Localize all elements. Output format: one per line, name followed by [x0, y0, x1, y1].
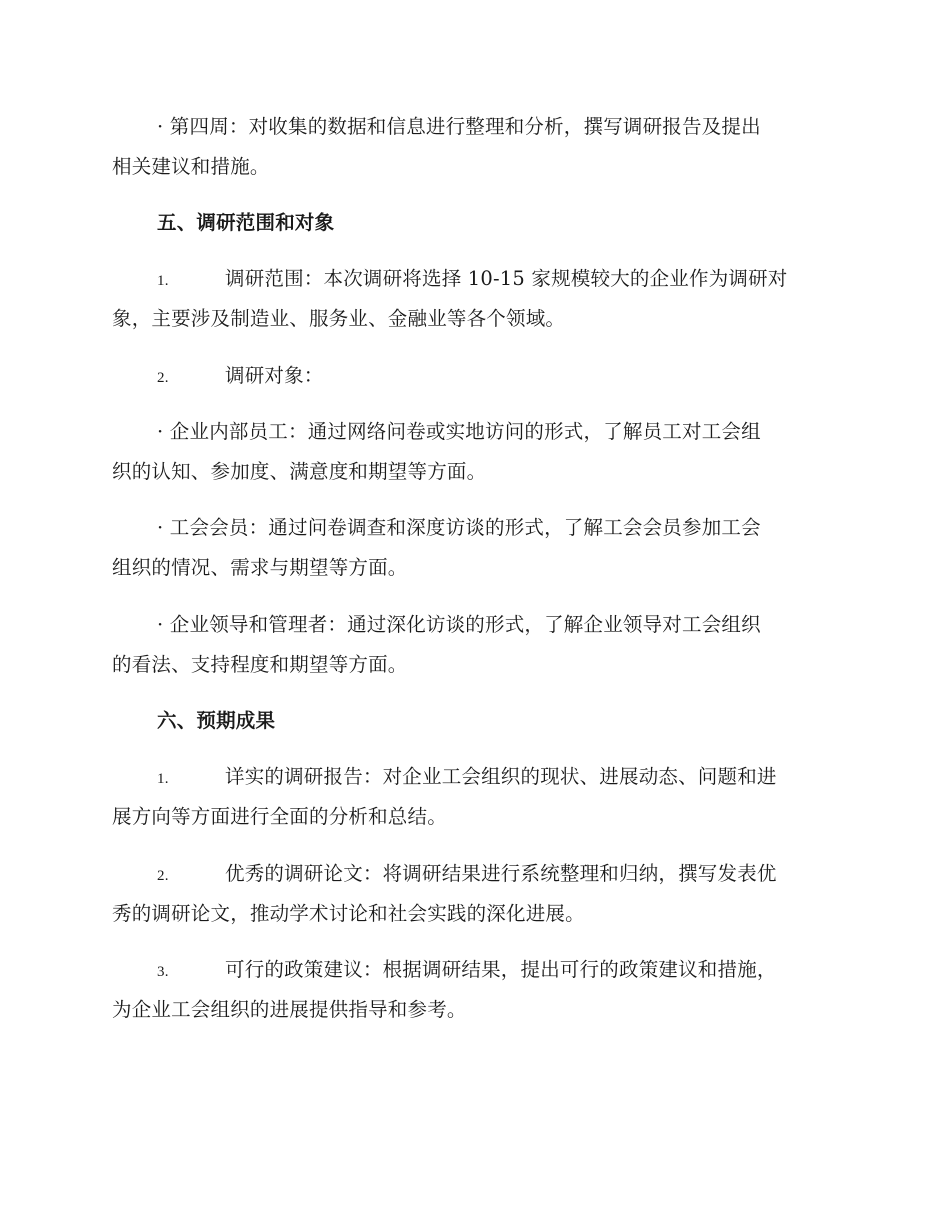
- section6-item-1-number: 1.: [157, 771, 169, 787]
- section6-item-1-text-1: 详实的调研报告：对企业工会组织的现状、进展动态、问题和进: [225, 765, 777, 788]
- section5-bullet-1: [112, 412, 838, 492]
- section6-item-1-text-2: 展方向等方面进行全面的分析和总结。: [112, 805, 447, 828]
- section6-item-3: [112, 950, 838, 1030]
- week4-line-2: 相关建议和措施。: [112, 155, 270, 178]
- section6-heading-block: [112, 701, 838, 741]
- section6-item-2-number: 2.: [157, 868, 169, 884]
- section6-item-3-number: 3.: [157, 964, 169, 980]
- section5-item-1-text-1: 调研范围：本次调研将选择 10-15 家规模较大的企业作为调研对: [225, 267, 788, 290]
- section5-bullet-3-line-2: 的看法、支持程度和期望等方面。: [112, 653, 408, 676]
- section5-heading-block: [112, 203, 838, 243]
- section5-bullet-3-line-1: · 企业领导和管理者：通过深化访谈的形式，了解企业领导对工会组织: [157, 613, 761, 636]
- section5-bullet-2-line-1: · 工会会员：通过问卷调查和深度访谈的形式，了解工会会员参加工会: [157, 516, 761, 539]
- section5-bullet-1-line-2: 织的认知、参加度、满意度和期望等方面。: [112, 460, 487, 483]
- section6-item-3-text-1: 可行的政策建议：根据调研结果，提出可行的政策建议和措施，: [225, 958, 777, 981]
- section5-bullet-2: [112, 508, 838, 588]
- section5-bullet-2-line-2: 组织的情况、需求与期望等方面。: [112, 556, 408, 579]
- section5-bullet-1-line-1: · 企业内部员工：通过网络问卷或实地访问的形式，了解员工对工会组: [157, 420, 761, 443]
- section5-bullet-3: [112, 605, 838, 685]
- section5-item-2: [112, 356, 838, 396]
- week4-paragraph: [112, 107, 838, 187]
- section6-item-2-text-1: 优秀的调研论文：将调研结果进行系统整理和归纳，撰写发表优: [225, 862, 777, 885]
- section6-item-2-text-2: 秀的调研论文，推动学术讨论和社会实践的深化进展。: [112, 902, 585, 925]
- week4-line-1: · 第四周：对收集的数据和信息进行整理和分析，撰写调研报告及提出: [157, 115, 761, 138]
- section6-item-3-text-2: 为企业工会组织的进展提供指导和参考。: [112, 998, 467, 1021]
- section5-heading: 五、调研范围和对象: [157, 211, 335, 234]
- section6-item-1: [112, 757, 838, 837]
- section5-item-1: [112, 259, 838, 339]
- section6-item-2: [112, 854, 838, 934]
- section5-item-1-number: 1.: [157, 273, 169, 289]
- section5-item-2-number: 2.: [157, 370, 169, 386]
- section5-item-2-text-1: 调研对象：: [225, 364, 324, 387]
- section6-heading: 六、预期成果: [157, 709, 276, 732]
- section5-item-1-text-2: 象，主要涉及制造业、服务业、金融业等各个领域。: [112, 307, 566, 330]
